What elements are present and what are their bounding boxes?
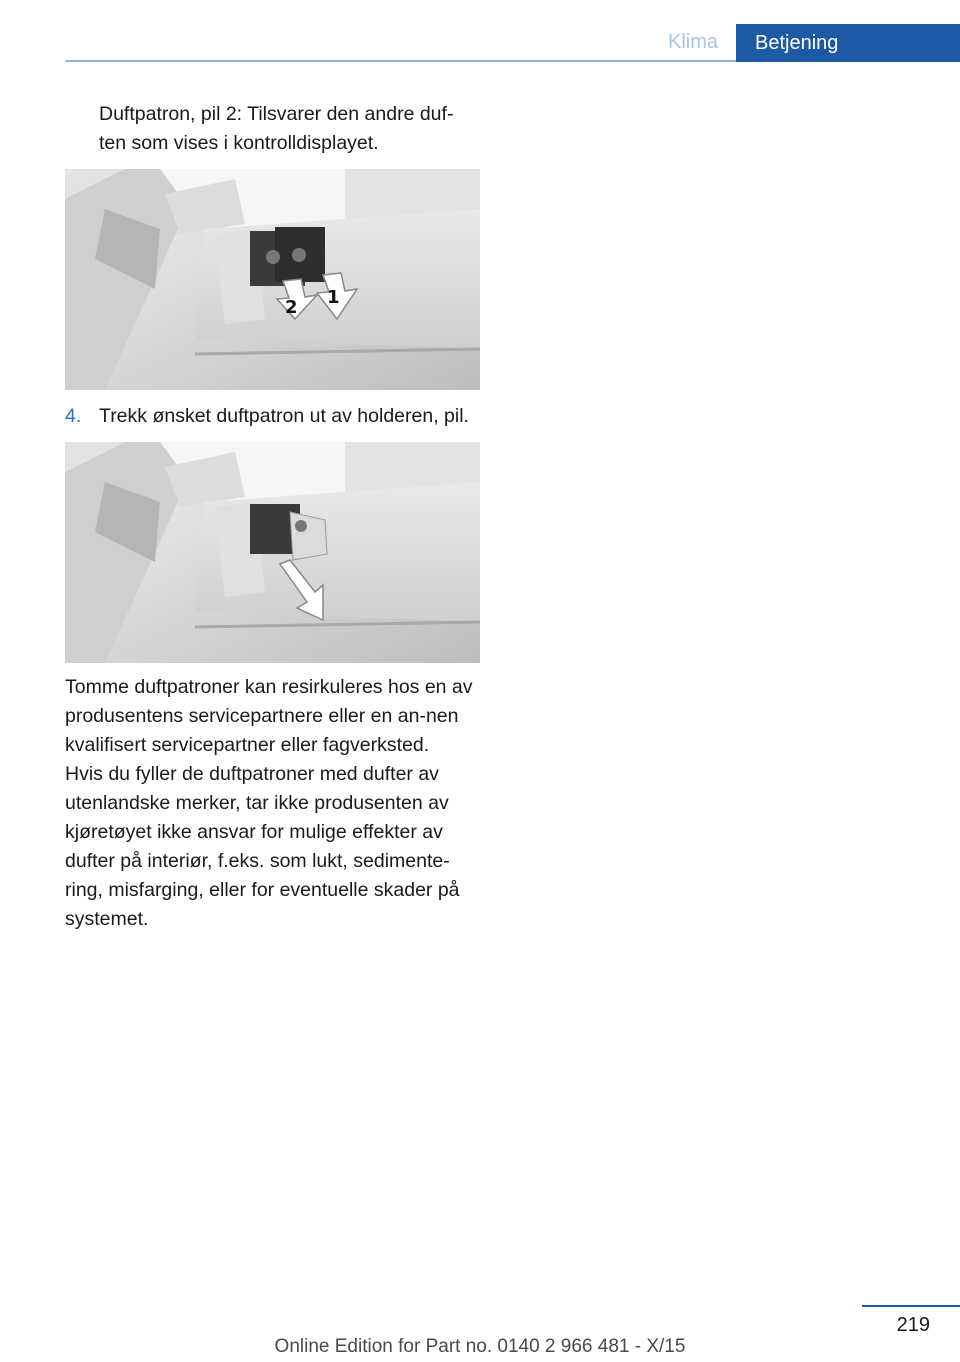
arrow-label-2: 2 <box>285 297 298 318</box>
step-4 <box>65 402 485 431</box>
intro-paragraph: Duftpatron, pil 2: Tilsvarer den andre duf-ten som vises i kontrolldisplayet. <box>99 103 454 154</box>
figure-pull-cartridge <box>65 442 480 663</box>
warning-paragraph: Hvis du fyller de duftpatroner med dufter av utenlandske merker, tar ikke produsenten av kjøretøyet ikke ansvar for mulige effekter av dufter på interiør, f.eks. som lukt, sedimente-ring, misfarging, eller for eventuelle skader på systemet. <box>65 763 460 930</box>
figure-illustration-2 <box>65 442 480 663</box>
edition-footer: Online Edition for Part no. 0140 2 966 481 - X/15 <box>274 1336 686 1357</box>
step-text: Trekk ønsket duftpatron ut av holderen, pil. <box>99 405 469 427</box>
footer-rule <box>862 1305 960 1307</box>
arrow-label-1: 1 <box>327 287 340 308</box>
figure-illustration <box>65 169 480 390</box>
page-number: 219 <box>896 1314 930 1336</box>
recycle-paragraph: Tomme duftpatroner kan resirkuleres hos en av produsentens servicepartnere eller en an-nen kvalifisert servicepartner eller fagverksted. <box>65 676 473 756</box>
step-number: 4. <box>65 405 82 427</box>
figure-scent-cartridges-arrows <box>65 169 480 390</box>
chapter-tab-betjening[interactable]: Betjening <box>736 24 960 62</box>
section-tab-klima[interactable]: Klima <box>667 31 718 53</box>
